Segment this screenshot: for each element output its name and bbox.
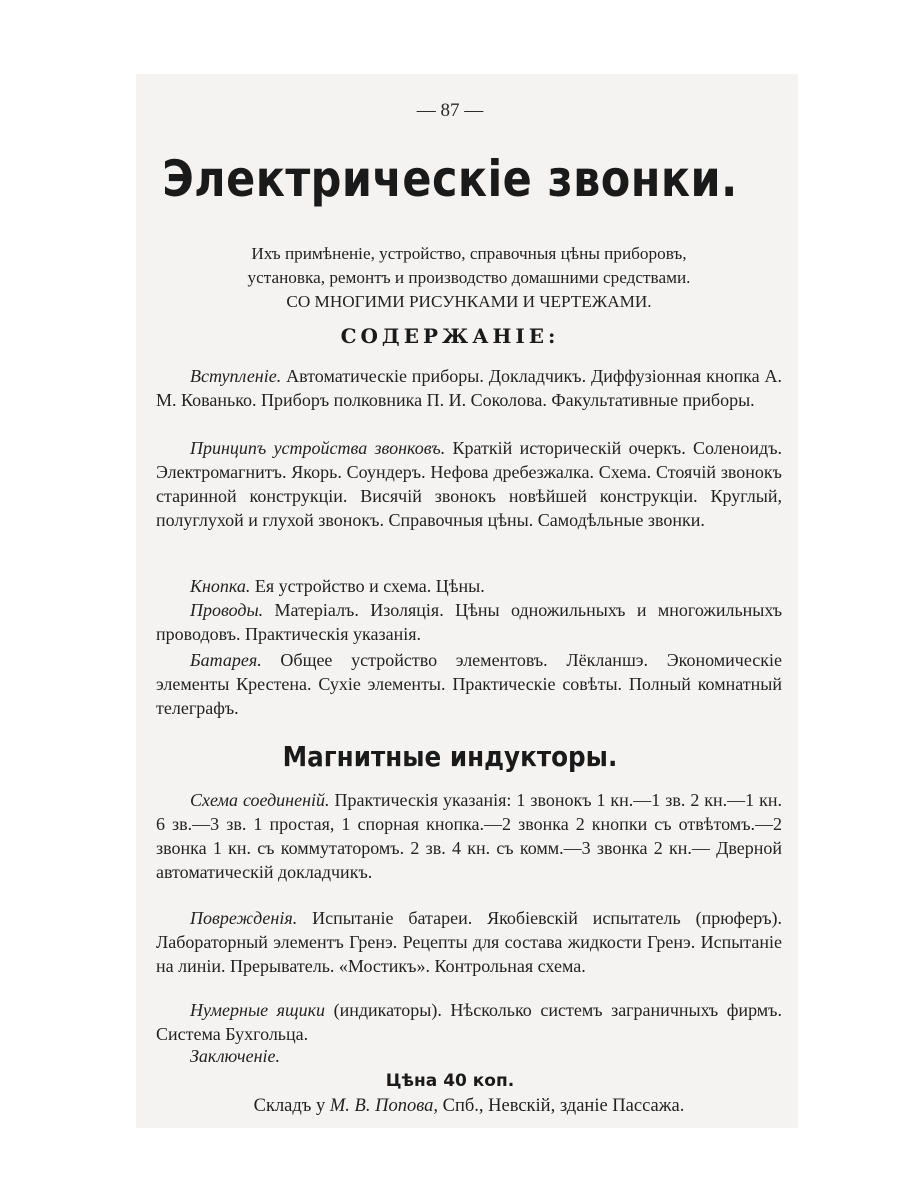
entry-text: Краткій историческій очеркъ. Соленоидъ. Электромагнитъ. Якорь. Соундеръ. Нефова дребезжалка. Схема. Стоячій звонокъ старинной конструкціи. Висячій звонокъ новѣйшей конструкціи. Круглый, полуглухой и глухой звонокъ. Справочныя цѣны. Самодѣльные звонки.	[156, 438, 782, 530]
footer-suffix: Спб., Невскій, зданіе Пассажа.	[437, 1096, 685, 1116]
contents-entry	[156, 598, 782, 646]
entry-text: (индикаторы). Нѣсколько системъ заграничныхъ фирмъ. Система Бухгольца.	[156, 1000, 782, 1044]
entry-title: Схема соединеній.	[190, 790, 330, 810]
entry-title: Вступленіе.	[190, 366, 282, 386]
section-entry	[156, 1044, 782, 1068]
entry-text: Практическія указанія: 1 звонокъ 1 кн.—1 зв. 2 кн.—1 кн. 6 зв.—3 зв. 1 простая, 1 спорная кнопка.—2 звонка 2 кнопки съ отвѣтомъ.—2 звонка 1 кн. съ коммутаторомъ. 2 зв. 4 кн. съ комм.—3 звонка 2 кн.— Дверной автоматическій докладчикъ.	[156, 790, 783, 882]
entry-title: Нумерные ящики	[190, 1000, 326, 1020]
subtitle-line-2: установка, ремонтъ и производство домашними средствами.	[247, 268, 691, 287]
publisher-line	[156, 1096, 782, 1117]
entry-title: Поврежденія.	[190, 908, 298, 928]
section-entry	[156, 906, 782, 978]
section-entry	[156, 788, 782, 884]
publisher-name: М. В. Попова,	[329, 1096, 438, 1116]
contents-heading: СОДЕРЖАНІЕ:	[340, 324, 560, 348]
entry-text: Испытаніе батареи. Якобіевскій испытатель (прюферъ). Лабораторный элементъ Гренэ. Рецепты для состава жидкости Гренэ. Испытаніе на линіи. Прерыватель. «Мостикъ». Контрольная схема.	[156, 908, 782, 976]
entry-text: Общее устройство элементовъ. Лёкланшэ. Экономическіе элементы Крестена. Сухіе элементы. Практическіе совѣты. Полный комнатный телеграфъ.	[156, 650, 782, 718]
entry-text: Матеріалъ. Изоляція. Цѣны одножильныхъ и многожильныхъ проводовъ. Практическія указанія.	[156, 600, 782, 644]
section-entry	[156, 998, 782, 1046]
contents-entry	[156, 574, 782, 598]
entry-title: Кнопка.	[190, 576, 251, 596]
entry-title: Проводы.	[190, 600, 264, 620]
entry-text: Ея устройство и схема. Цѣны.	[250, 576, 485, 596]
contents-entry	[156, 364, 782, 412]
entry-text: Автоматическіе приборы. Докладчикъ. Диффузіонная кнопка А. М. Кованько. Приборъ полковника П. И. Соколова. Факультативные приборы.	[156, 366, 782, 410]
section-title: Магнитные индукторы.	[282, 740, 618, 773]
price: Цѣна 40 коп.	[385, 1071, 515, 1091]
contents-entry	[156, 436, 782, 532]
subtitle-line-1: Ихъ примѣненіе, устройство, справочныя цѣны приборовъ,	[251, 244, 687, 263]
contents-entry	[156, 648, 782, 720]
subtitle-line-3: СО МНОГИМИ РИСУНКАМИ И ЧЕРТЕЖАМИ.	[286, 292, 652, 311]
entry-title: Батарея.	[190, 650, 262, 670]
page-number: — 87 —	[416, 100, 484, 121]
book-title: Электрическіе звонки.	[162, 150, 738, 208]
entry-title: Принципъ устройства звонковъ.	[190, 438, 446, 458]
footer-prefix: Складъ у	[253, 1096, 330, 1116]
entry-title: Заключеніе.	[190, 1046, 280, 1066]
